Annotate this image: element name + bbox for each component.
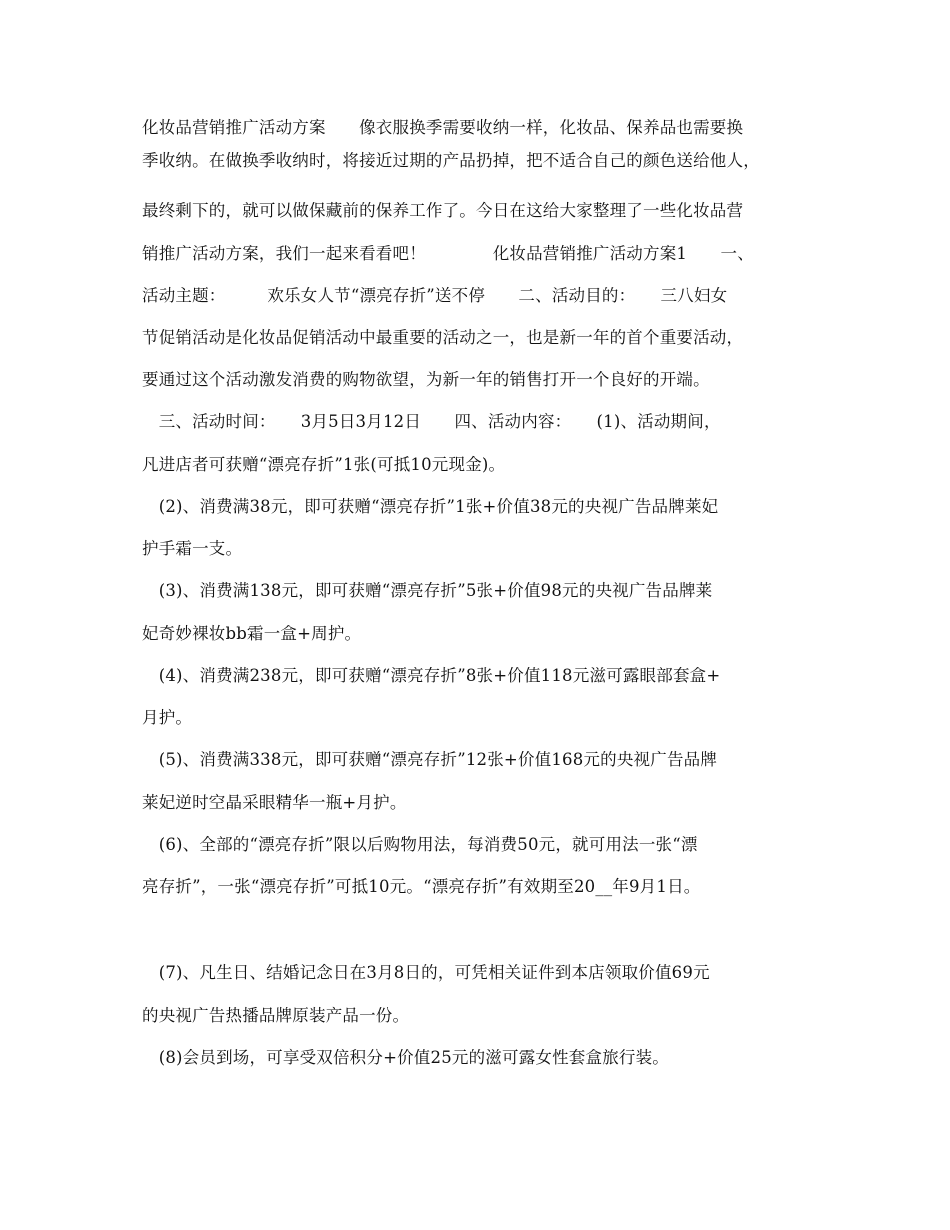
text-line: (3)、消费满138元，即可获赠“漂亮存折”5张+价值98元的央视广告品牌莱	[142, 581, 713, 600]
text-line: 莱妃逆时空晶采眼精华一瓶+月护。	[142, 793, 407, 812]
text-line: (8)会员到场，可享受双倍积分+价值25元的滋可露女性套盒旅行装。	[142, 1048, 669, 1067]
text-line: 要通过这个活动激发消费的购物欲望，为新一年的销售打开一个良好的开端。	[142, 370, 710, 389]
text-line: 节促销活动是化妆品促销活动中最重要的活动之一，也是新一年的首个重要活动，	[142, 328, 744, 347]
text-line: 销推广活动方案，我们一起来看看吧！ 化妆品营销推广活动方案1 一、	[142, 244, 754, 263]
text-line: (4)、消费满238元，即可获赠“漂亮存折”8张+价值118元滋可露眼部套盒+	[142, 666, 721, 685]
text-line: 护手霜一支。	[142, 539, 243, 558]
text-line: 三、活动时间： 3月5日3月12日 四、活动内容： (1)、活动期间，	[142, 412, 721, 431]
text-line: 凡进店者可获赠“漂亮存折”1张(可抵10元现金)。	[142, 455, 506, 474]
text-line: (5)、消费满338元，即可获赠“漂亮存折”12张+价值168元的央视广告品牌	[142, 750, 718, 769]
text-line: (2)、消费满38元，即可获赠“漂亮存折”1张+价值38元的央视广告品牌莱妃	[142, 497, 719, 516]
text-line: 妃奇妙裸妆bb霜一盒+周护。	[142, 624, 362, 643]
text-line: 最终剩下的，就可以做保藏前的保养工作了。今日在这给大家整理了一些化妆品营	[142, 201, 744, 220]
text-line: 月护。	[142, 708, 193, 727]
text-line: (6)、全部的“漂亮存折”限以后购物用法，每消费50元，就可用法一张“漂	[142, 835, 698, 854]
text-line: 季收纳。在做换季收纳时，将接近过期的产品扔掉，把不适合自己的颜色送给他人，	[142, 151, 760, 170]
text-line: (7)、凡生日、结婚记念日在3月8日的，可凭相关证件到本店领取价值69元	[142, 963, 710, 982]
text-line: 化妆品营销推广活动方案 像衣服换季需要收纳一样，化妆品、保养品也需要换	[142, 118, 744, 137]
text-line: 亮存折”，一张“漂亮存折”可抵10元。“漂亮存折”有效期至20__年9月1日。	[142, 877, 701, 896]
text-line: 的央视广告热播品牌原装产品一份。	[142, 1006, 410, 1025]
text-line: 活动主题： 欢乐女人节“漂亮存折”送不停 二、活动目的： 三八妇女	[142, 286, 728, 305]
